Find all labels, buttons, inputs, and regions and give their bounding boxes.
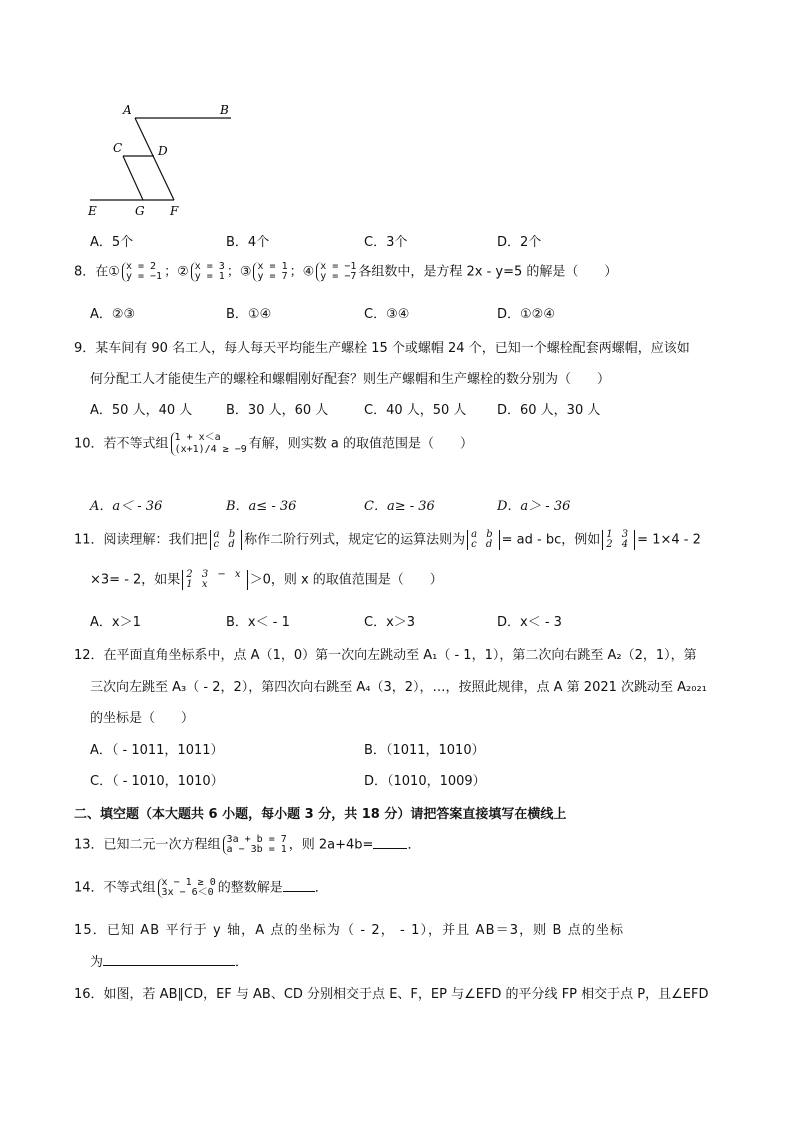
q12-line-1: 12．在平面直角坐标系中，点 A（1，0）第一次向左跳动至 A₁（ - 1，1），第二次向右跳至 A₂（2，1），第 <box>74 648 697 663</box>
q9-line-2: 何分配工人才能使生产的螺栓和螺帽刚好配套？则生产螺帽和生产螺栓的数分别为（ ） <box>90 372 611 387</box>
q12-option-c: C．（ - 1010，1010） <box>90 774 224 789</box>
q11-det-condition: 2 3 − x 1 x <box>182 570 247 590</box>
q13-stem: 13．已知二元一次方程组 3a + b = 7 a − 3b = 1 ，则 2a+4b= ． <box>74 834 421 855</box>
label-a: A <box>123 103 132 117</box>
q8-option-b: B．①④ <box>226 307 272 322</box>
q11-det-rule: a b c d <box>467 530 500 550</box>
label-g: G <box>135 204 145 218</box>
segment-af <box>135 118 174 200</box>
q8-stem: 8．在① x = 2 y = −1 ；② x = 3 y = 1 ；③ x = 1 y = 7 ；④ x = −1 y = −7 各组数中，是方程 2x - y=5 的解是（ ） <box>74 261 618 282</box>
q8-option-d: D．①②④ <box>497 307 555 322</box>
q7-option-b: B．4个 <box>226 235 270 250</box>
q15-answer-blank[interactable] <box>103 953 235 966</box>
q7-option-a: A．5个 <box>90 235 134 250</box>
q12-line-2: 三次向左跳至 A₃（ - 2，2），第四次向右跳至 A₄（3，2），…，按照此规律，点 A 第 2021 次跳动至 A₂₀₂₁ <box>90 680 707 695</box>
q12-option-a: A．（ - 1011，1011） <box>90 743 224 758</box>
q11-det-example: 1 3 2 4 <box>602 530 635 550</box>
q16-line-1: 16．如图，若 AB∥CD，EF 与 AB、CD 分别相交于点 E、F，EP 与∠EFD 的平分线 FP 相交于点 P，且∠EFD <box>74 987 709 1002</box>
q10-option-b: B．a≤ - 36 <box>226 499 297 514</box>
q12-option-b: B．（1011，1010） <box>364 743 485 758</box>
label-b: B <box>220 103 229 117</box>
label-f: F <box>170 204 179 218</box>
label-d: D <box>158 144 168 158</box>
q8-system-4: x = −1 y = −7 <box>316 262 356 282</box>
q12-line-3: 的坐标是（ ） <box>90 711 195 726</box>
q11-option-a: A．x＞1 <box>90 615 141 630</box>
q8-option-c: C．③④ <box>364 307 410 322</box>
q15-line-1: 15．已知 AB 平行于 y 轴，A 点的坐标为（ - 2， - 1），并且 AB＝3，则 B 点的坐标 <box>74 923 625 938</box>
q14-stem: 14．不等式组 x − 1 ≥ 0 3x − 6＜0 的整数解是 ． <box>74 877 328 898</box>
q8-system-3: x = 1 y = 7 <box>253 262 287 282</box>
q7-option-c: C．3个 <box>364 235 408 250</box>
q13-answer-blank[interactable] <box>373 836 407 849</box>
q8-system-2: x = 3 y = 1 <box>191 262 225 282</box>
q12-option-d: D．（1010，1009） <box>364 774 486 789</box>
q8-option-a: A．②③ <box>90 307 136 322</box>
q9-option-a: A．50 人，40 人 <box>90 403 193 418</box>
segment-cg <box>123 156 143 200</box>
q14-system: x − 1 ≥ 0 3x − 6＜0 <box>158 878 216 898</box>
q10-option-d: D．a＞ - 36 <box>497 499 571 514</box>
q9-line-1: 9．某车间有 90 名工人，每人每天平均能生产螺栓 15 个或螺帽 24 个，已知一个螺栓配套两螺帽，应该如 <box>74 341 690 356</box>
q11-option-c: C．x＞3 <box>364 615 416 630</box>
q13-system: 3a + b = 7 a − 3b = 1 <box>223 835 287 855</box>
section-2-heading: 二、填空题（本大题共 6 小题，每小题 3 分，共 18 分）请把答案直接填写在横线上 <box>74 807 567 822</box>
q14-answer-blank[interactable] <box>283 879 315 892</box>
q7-option-d: D．2个 <box>497 235 542 250</box>
label-c: C <box>113 141 123 155</box>
q9-option-b: B．30 人，60 人 <box>226 403 329 418</box>
q9-option-d: D．60 人，30 人 <box>497 403 601 418</box>
q15-line-2: 为 ． <box>90 955 249 970</box>
q11-option-b: B．x＜ - 1 <box>226 615 290 630</box>
q11-line-1: 11．阅读理解：我们把 a b c d 称作二阶行列式，规定它的运算法则为 a b c d = ad - bc，例如 1 3 2 4 = 1×4 - 2 <box>74 529 701 550</box>
q10-option-a: A．a＜ - 36 <box>90 499 163 514</box>
q11-det-abcd: a b c d <box>210 530 243 550</box>
q10-stem: 10．若不等式组 1 + x＜a (x+1)/4 ≥ −9 有解，则实数 a 的取值范围是（ ） <box>74 432 474 455</box>
label-e: E <box>88 204 97 218</box>
q10-system: 1 + x＜a (x+1)/4 ≥ −9 <box>171 432 247 456</box>
q11-option-d: D．x＜ - 3 <box>497 615 562 630</box>
q8-system-1: x = 2 y = −1 <box>122 262 162 282</box>
q10-option-c: C．a≥ - 36 <box>364 499 435 514</box>
geometry-figure <box>80 98 250 220</box>
q11-line-2: ×3= - 2，如果 2 3 − x 1 x ＞0，则 x 的取值范围是（ ） <box>90 569 443 590</box>
q9-option-c: C．40 人，50 人 <box>364 403 467 418</box>
